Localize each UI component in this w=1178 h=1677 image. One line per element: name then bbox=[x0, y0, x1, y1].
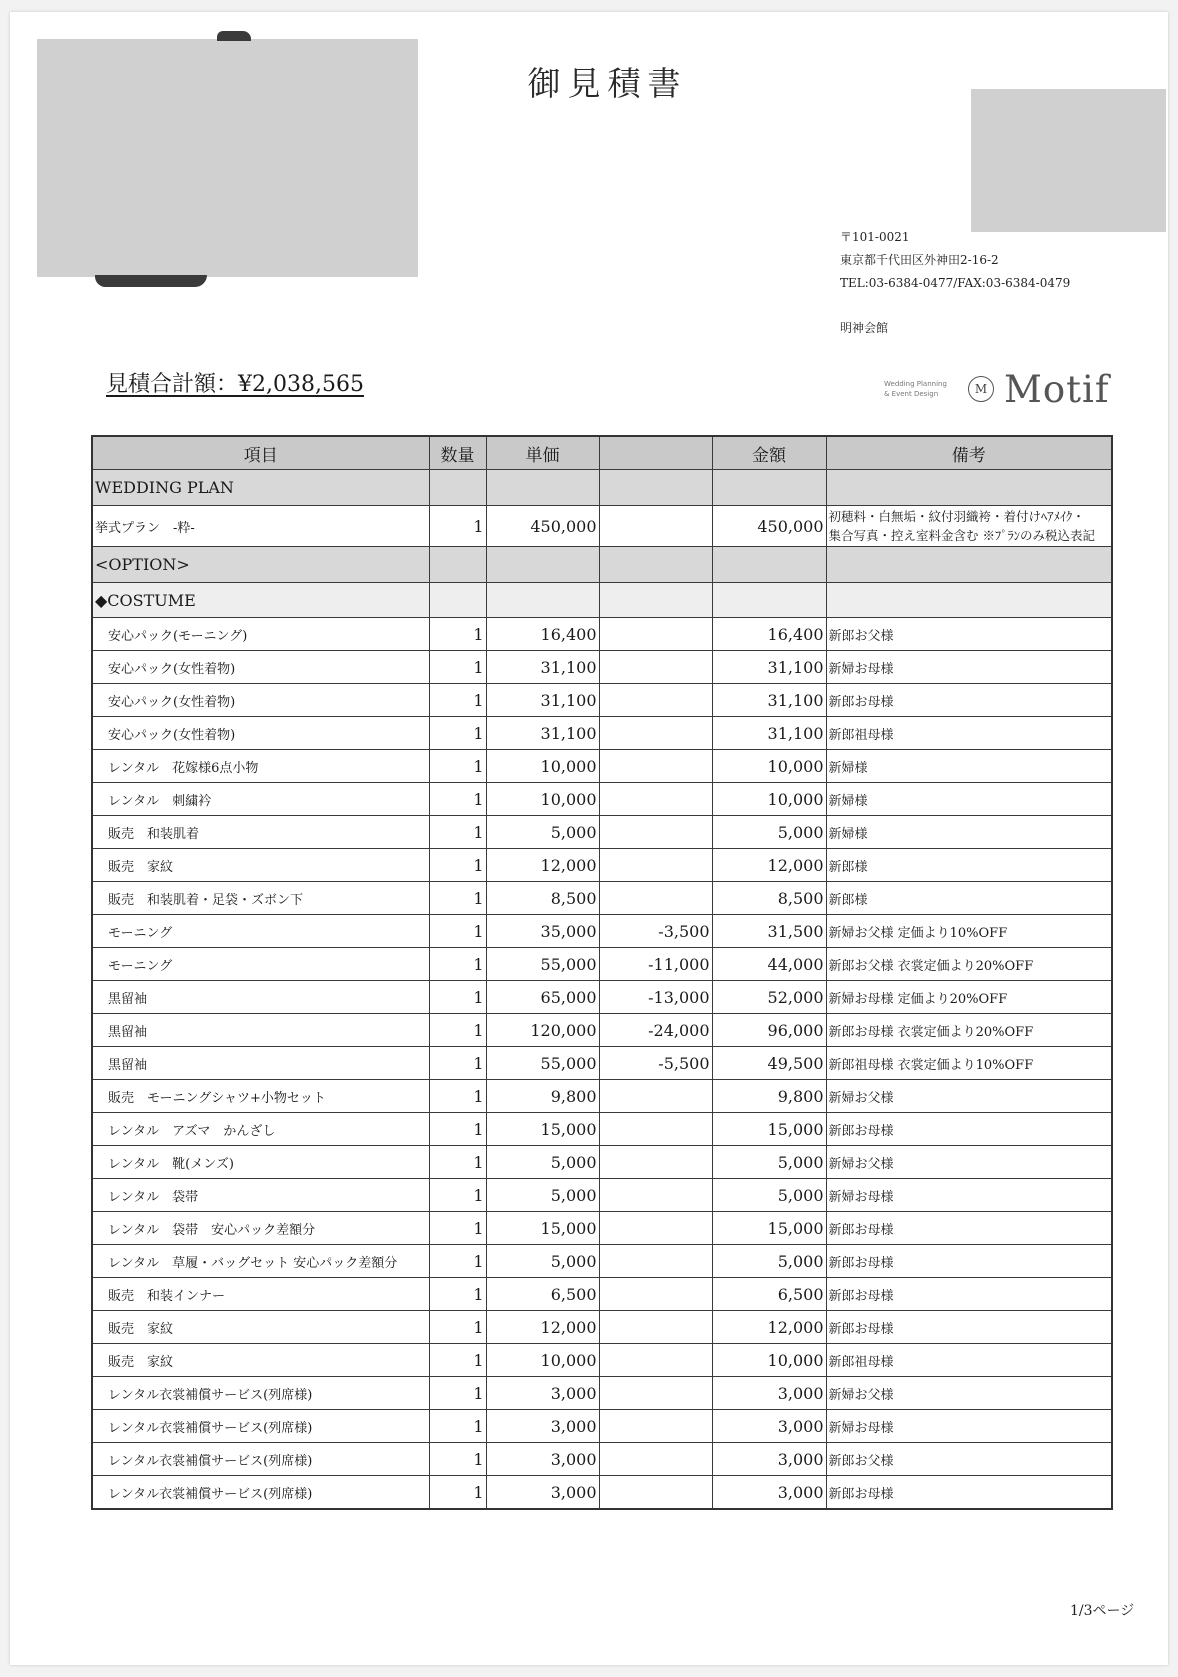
item-unit-price: 10,000 bbox=[486, 750, 599, 783]
item-qty: 1 bbox=[429, 915, 486, 948]
venue-name: 明神会館 bbox=[840, 321, 889, 335]
item-discount: -5,500 bbox=[599, 1047, 712, 1080]
table-row bbox=[92, 1080, 1112, 1113]
item-amount: 96,000 bbox=[712, 1014, 826, 1047]
table-row bbox=[92, 1212, 1112, 1245]
item-name: 販売 和装肌着 bbox=[92, 816, 429, 849]
item-name: 黒留袖 bbox=[92, 981, 429, 1014]
header-remarks: 備考 bbox=[826, 436, 1112, 470]
table-row bbox=[92, 750, 1112, 783]
item-qty: 1 bbox=[429, 1179, 486, 1212]
item-remarks: 新婦お母様 bbox=[826, 1410, 1112, 1443]
plan-remarks-line2: 集合写真・控え室料金含む ※ﾌﾟﾗﾝのみ税込表記 bbox=[828, 528, 1095, 543]
item-qty: 1 bbox=[429, 1443, 486, 1476]
table-row bbox=[92, 1179, 1112, 1212]
item-amount: 31,100 bbox=[712, 717, 826, 750]
item-qty: 1 bbox=[429, 882, 486, 915]
item-unit-price: 8,500 bbox=[486, 882, 599, 915]
brand-name: Motif bbox=[1004, 367, 1110, 411]
section-label: WEDDING PLAN bbox=[92, 470, 429, 506]
item-unit-price: 55,000 bbox=[486, 1047, 599, 1080]
item-discount bbox=[599, 849, 712, 882]
item-remarks: 新郎お母様 衣裳定価より20%OFF bbox=[826, 1014, 1112, 1047]
item-discount bbox=[599, 1212, 712, 1245]
brand-mark-icon: M bbox=[968, 376, 994, 402]
item-unit-price: 9,800 bbox=[486, 1080, 599, 1113]
plan-remarks-line1: 初穂料・白無垢・紋付羽織袴・着付けﾍｱﾒｲｸ・ bbox=[828, 509, 1085, 524]
item-amount: 12,000 bbox=[712, 1311, 826, 1344]
item-unit-price: 3,000 bbox=[486, 1443, 599, 1476]
item-qty: 1 bbox=[429, 651, 486, 684]
table-row bbox=[92, 981, 1112, 1014]
item-remarks: 新婦お母様 bbox=[826, 1179, 1112, 1212]
item-amount: 3,000 bbox=[712, 1443, 826, 1476]
company-address-block bbox=[840, 226, 1140, 340]
item-name: レンタル衣裳補償サービス(列席様) bbox=[92, 1443, 429, 1476]
postal-code: 〒101-0021 bbox=[840, 230, 910, 244]
item-remarks: 新婦お母様 定価より20%OFF bbox=[826, 981, 1112, 1014]
item-name: レンタル 草履・バッグセット 安心パック差額分 bbox=[92, 1245, 429, 1278]
item-qty: 1 bbox=[429, 816, 486, 849]
item-remarks: 新婦お父様 bbox=[826, 1377, 1112, 1410]
item-unit-price: 120,000 bbox=[486, 1014, 599, 1047]
header-item: 項目 bbox=[92, 436, 429, 470]
item-unit-price: 5,000 bbox=[486, 1179, 599, 1212]
item-name: レンタル アズマ かんざし bbox=[92, 1113, 429, 1146]
item-amount: 31,500 bbox=[712, 915, 826, 948]
item-qty: 1 bbox=[429, 1080, 486, 1113]
item-remarks: 新郎お母様 bbox=[826, 1311, 1112, 1344]
item-name: レンタル 袋帯 bbox=[92, 1179, 429, 1212]
item-remarks: 新郎お父様 bbox=[826, 618, 1112, 651]
item-qty: 1 bbox=[429, 1278, 486, 1311]
item-unit-price: 6,500 bbox=[486, 1278, 599, 1311]
item-name: レンタル衣裳補償サービス(列席様) bbox=[92, 1410, 429, 1443]
item-qty: 1 bbox=[429, 783, 486, 816]
item-name: 販売 家紋 bbox=[92, 1311, 429, 1344]
item-qty: 1 bbox=[429, 1014, 486, 1047]
quote-total: 見積合計額：¥2,038,565 bbox=[106, 372, 364, 397]
item-amount: 3,000 bbox=[712, 1377, 826, 1410]
section-row-wedding-plan bbox=[92, 470, 1112, 506]
header-qty: 数量 bbox=[429, 436, 486, 470]
item-name: 販売 家紋 bbox=[92, 849, 429, 882]
table-row bbox=[92, 1113, 1112, 1146]
item-name: レンタル 靴(メンズ) bbox=[92, 1146, 429, 1179]
item-qty: 1 bbox=[429, 849, 486, 882]
item-name: 販売 和装肌着・足袋・ズボン下 bbox=[92, 882, 429, 915]
item-amount: 10,000 bbox=[712, 750, 826, 783]
table-row bbox=[92, 1476, 1112, 1510]
table-row bbox=[92, 1410, 1112, 1443]
header-amount: 金額 bbox=[712, 436, 826, 470]
item-name: 安心パック(女性着物) bbox=[92, 717, 429, 750]
item-name: 黒留袖 bbox=[92, 1014, 429, 1047]
table-row bbox=[92, 1014, 1112, 1047]
item-amount: 31,100 bbox=[712, 684, 826, 717]
item-name: レンタル衣裳補償サービス(列席様) bbox=[92, 1476, 429, 1510]
item-amount: 8,500 bbox=[712, 882, 826, 915]
item-amount: 15,000 bbox=[712, 1212, 826, 1245]
item-name: 販売 和装インナー bbox=[92, 1278, 429, 1311]
item-discount bbox=[599, 1278, 712, 1311]
brand-tagline-line2: & Event Design bbox=[884, 390, 939, 398]
table-row bbox=[92, 717, 1112, 750]
item-name: 安心パック(女性着物) bbox=[92, 684, 429, 717]
item-amount: 3,000 bbox=[712, 1476, 826, 1510]
quote-table bbox=[91, 435, 1113, 1510]
table-row bbox=[92, 1047, 1112, 1080]
item-name: 安心パック(モーニング) bbox=[92, 618, 429, 651]
section-label: <OPTION> bbox=[92, 547, 429, 583]
item-remarks: 新郎祖母様 bbox=[826, 1344, 1112, 1377]
header-unit-price: 単価 bbox=[486, 436, 599, 470]
item-amount: 6,500 bbox=[712, 1278, 826, 1311]
item-discount bbox=[599, 783, 712, 816]
table-row bbox=[92, 1278, 1112, 1311]
item-remarks: 新郎お母様 bbox=[826, 1113, 1112, 1146]
item-unit-price: 3,000 bbox=[486, 1410, 599, 1443]
item-name: 黒留袖 bbox=[92, 1047, 429, 1080]
tel-fax: TEL:03-6384-0477/FAX:03-6384-0479 bbox=[840, 276, 1071, 290]
item-discount bbox=[599, 1377, 712, 1410]
item-amount: 49,500 bbox=[712, 1047, 826, 1080]
table-row bbox=[92, 915, 1112, 948]
item-unit-price: 16,400 bbox=[486, 618, 599, 651]
item-amount: 15,000 bbox=[712, 1113, 826, 1146]
table-header-row bbox=[92, 436, 1112, 470]
item-discount bbox=[599, 1146, 712, 1179]
table-row bbox=[92, 882, 1112, 915]
plan-unit-price: 450,000 bbox=[486, 506, 599, 547]
item-discount bbox=[599, 1311, 712, 1344]
item-qty: 1 bbox=[429, 1245, 486, 1278]
item-name: レンタル 刺繍衿 bbox=[92, 783, 429, 816]
table-row bbox=[92, 1311, 1112, 1344]
item-remarks: 新郎祖母様 bbox=[826, 717, 1112, 750]
item-discount bbox=[599, 816, 712, 849]
plan-discount bbox=[599, 506, 712, 547]
item-remarks: 新婦様 bbox=[826, 750, 1112, 783]
item-amount: 3,000 bbox=[712, 1410, 826, 1443]
subsection-label: ◆COSTUME bbox=[92, 583, 429, 618]
item-discount bbox=[599, 1476, 712, 1510]
item-unit-price: 55,000 bbox=[486, 948, 599, 981]
table-row bbox=[92, 816, 1112, 849]
item-remarks: 新郎様 bbox=[826, 849, 1112, 882]
section-row-option bbox=[92, 547, 1112, 583]
item-amount: 5,000 bbox=[712, 1146, 826, 1179]
item-discount bbox=[599, 684, 712, 717]
item-amount: 10,000 bbox=[712, 783, 826, 816]
item-qty: 1 bbox=[429, 1047, 486, 1080]
table-row bbox=[92, 849, 1112, 882]
table-row bbox=[92, 1146, 1112, 1179]
item-amount: 5,000 bbox=[712, 1245, 826, 1278]
item-unit-price: 3,000 bbox=[486, 1476, 599, 1510]
item-name: モーニング bbox=[92, 948, 429, 981]
item-name: レンタル衣裳補償サービス(列席様) bbox=[92, 1377, 429, 1410]
item-name: 安心パック(女性着物) bbox=[92, 651, 429, 684]
item-name: 販売 モーニングシャツ+小物セット bbox=[92, 1080, 429, 1113]
table-row bbox=[92, 1245, 1112, 1278]
item-qty: 1 bbox=[429, 618, 486, 651]
item-amount: 16,400 bbox=[712, 618, 826, 651]
item-name: モーニング bbox=[92, 915, 429, 948]
item-discount bbox=[599, 1344, 712, 1377]
item-qty: 1 bbox=[429, 684, 486, 717]
item-qty: 1 bbox=[429, 1344, 486, 1377]
item-unit-price: 3,000 bbox=[486, 1377, 599, 1410]
item-amount: 9,800 bbox=[712, 1080, 826, 1113]
item-remarks: 新郎お母様 bbox=[826, 684, 1112, 717]
item-discount bbox=[599, 1245, 712, 1278]
item-discount: -3,500 bbox=[599, 915, 712, 948]
item-qty: 1 bbox=[429, 1377, 486, 1410]
table-row bbox=[92, 783, 1112, 816]
item-name: 販売 家紋 bbox=[92, 1344, 429, 1377]
item-unit-price: 15,000 bbox=[486, 1113, 599, 1146]
item-remarks: 新郎お母様 bbox=[826, 1278, 1112, 1311]
item-discount: -24,000 bbox=[599, 1014, 712, 1047]
item-unit-price: 15,000 bbox=[486, 1212, 599, 1245]
item-discount bbox=[599, 717, 712, 750]
item-unit-price: 10,000 bbox=[486, 1344, 599, 1377]
table-row bbox=[92, 651, 1112, 684]
item-qty: 1 bbox=[429, 1113, 486, 1146]
item-unit-price: 35,000 bbox=[486, 915, 599, 948]
item-qty: 1 bbox=[429, 1410, 486, 1443]
item-qty: 1 bbox=[429, 750, 486, 783]
item-qty: 1 bbox=[429, 1311, 486, 1344]
plan-qty: 1 bbox=[429, 506, 486, 547]
item-qty: 1 bbox=[429, 1212, 486, 1245]
redacted-logo bbox=[37, 39, 418, 277]
item-remarks: 新婦お父様 bbox=[826, 1146, 1112, 1179]
item-amount: 52,000 bbox=[712, 981, 826, 1014]
item-unit-price: 12,000 bbox=[486, 849, 599, 882]
table-row bbox=[92, 618, 1112, 651]
plan-row bbox=[92, 506, 1112, 547]
document-title: 御見積書 bbox=[527, 64, 688, 103]
item-discount: -11,000 bbox=[599, 948, 712, 981]
item-discount: -13,000 bbox=[599, 981, 712, 1014]
item-discount bbox=[599, 1113, 712, 1146]
page-number: 1/3ページ bbox=[1070, 1603, 1135, 1619]
item-amount: 10,000 bbox=[712, 1344, 826, 1377]
item-qty: 1 bbox=[429, 948, 486, 981]
item-discount bbox=[599, 882, 712, 915]
brand-tagline-line1: Wedding Planning bbox=[884, 380, 947, 388]
item-discount bbox=[599, 1410, 712, 1443]
item-name: レンタル 花嫁様6点小物 bbox=[92, 750, 429, 783]
item-remarks: 新婦お父様 定価より10%OFF bbox=[826, 915, 1112, 948]
item-remarks: 新郎お父様 bbox=[826, 1443, 1112, 1476]
item-qty: 1 bbox=[429, 717, 486, 750]
item-unit-price: 5,000 bbox=[486, 816, 599, 849]
item-unit-price: 5,000 bbox=[486, 1245, 599, 1278]
item-remarks: 新郎祖母様 衣裳定価より10%OFF bbox=[826, 1047, 1112, 1080]
plan-item: 挙式プラン -粋- bbox=[92, 506, 429, 547]
item-amount: 5,000 bbox=[712, 816, 826, 849]
table-row bbox=[92, 1344, 1112, 1377]
header-discount bbox=[599, 436, 712, 470]
brand-tagline bbox=[884, 379, 958, 399]
item-amount: 44,000 bbox=[712, 948, 826, 981]
item-remarks: 新郎お父様 衣裳定価より20%OFF bbox=[826, 948, 1112, 981]
item-qty: 1 bbox=[429, 1146, 486, 1179]
item-unit-price: 31,100 bbox=[486, 684, 599, 717]
item-remarks: 新郎様 bbox=[826, 882, 1112, 915]
item-discount bbox=[599, 1179, 712, 1212]
item-remarks: 新婦お父様 bbox=[826, 1080, 1112, 1113]
table-row bbox=[92, 1443, 1112, 1476]
item-remarks: 新婦お母様 bbox=[826, 651, 1112, 684]
item-name: レンタル 袋帯 安心パック差額分 bbox=[92, 1212, 429, 1245]
item-amount: 31,100 bbox=[712, 651, 826, 684]
item-amount: 12,000 bbox=[712, 849, 826, 882]
plan-remarks bbox=[826, 506, 1112, 547]
item-discount bbox=[599, 1443, 712, 1476]
item-remarks: 新婦様 bbox=[826, 783, 1112, 816]
item-remarks: 新郎お母様 bbox=[826, 1245, 1112, 1278]
item-qty: 1 bbox=[429, 981, 486, 1014]
item-discount bbox=[599, 651, 712, 684]
item-unit-price: 65,000 bbox=[486, 981, 599, 1014]
item-unit-price: 12,000 bbox=[486, 1311, 599, 1344]
redacted-stamp bbox=[971, 89, 1166, 232]
table-row bbox=[92, 1377, 1112, 1410]
table-row bbox=[92, 948, 1112, 981]
item-remarks: 新郎お母様 bbox=[826, 1212, 1112, 1245]
item-discount bbox=[599, 1080, 712, 1113]
item-qty: 1 bbox=[429, 1476, 486, 1510]
brand-logo bbox=[884, 369, 1110, 409]
item-amount: 5,000 bbox=[712, 1179, 826, 1212]
plan-amount: 450,000 bbox=[712, 506, 826, 547]
street-address: 東京都千代田区外神田2-16-2 bbox=[840, 253, 999, 267]
item-unit-price: 31,100 bbox=[486, 651, 599, 684]
subsection-row-costume bbox=[92, 583, 1112, 618]
item-unit-price: 31,100 bbox=[486, 717, 599, 750]
item-discount bbox=[599, 750, 712, 783]
item-remarks: 新婦様 bbox=[826, 816, 1112, 849]
item-unit-price: 10,000 bbox=[486, 783, 599, 816]
table-row bbox=[92, 684, 1112, 717]
item-remarks: 新郎お母様 bbox=[826, 1476, 1112, 1510]
item-unit-price: 5,000 bbox=[486, 1146, 599, 1179]
item-discount bbox=[599, 618, 712, 651]
